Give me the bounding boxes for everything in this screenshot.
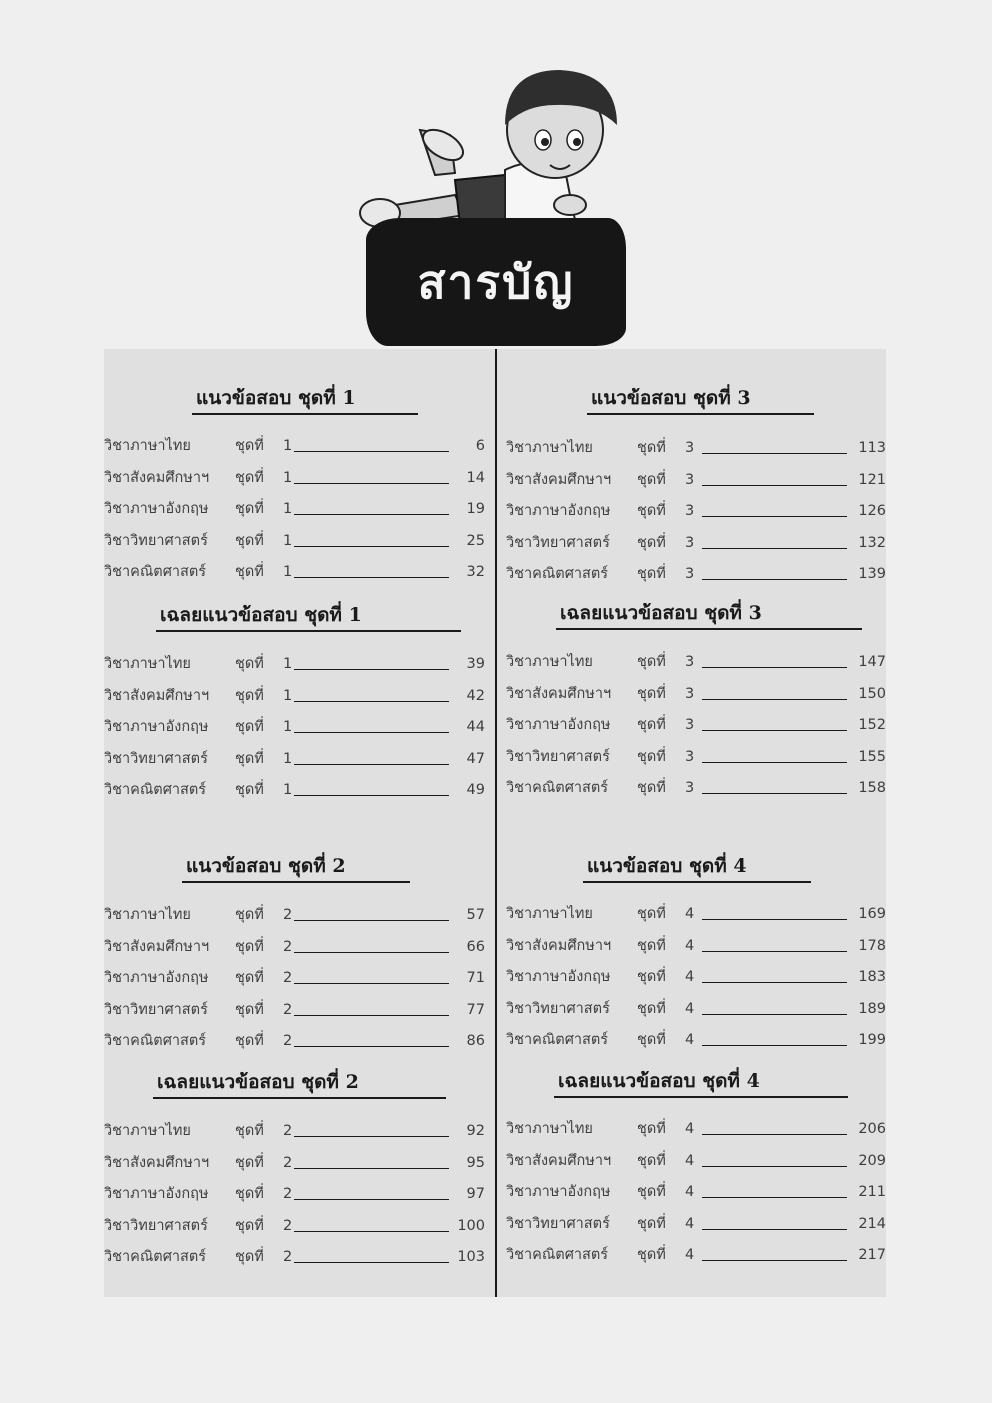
subject-label: วิชาคณิตศาสตร์ [104, 564, 207, 580]
boy-mascot-illustration [355, 55, 635, 235]
set-word-label: ชุดที่ [235, 1249, 264, 1265]
leader-line [702, 982, 847, 983]
set-word-label: ชุดที่ [235, 1186, 264, 1202]
toc-entry [104, 967, 485, 989]
subject-label: วิชาสังคมศึกษาฯ [104, 938, 210, 955]
set-word-label: ชุดที่ [637, 906, 666, 922]
page-number: 139 [858, 566, 886, 582]
leader-line [702, 453, 847, 454]
toc-entry [506, 903, 886, 925]
page-number: 6 [475, 438, 485, 454]
set-word-label: ชุดที่ [235, 1001, 264, 1018]
subject-label: วิชาภาษาไทย [104, 1123, 191, 1139]
set-word-label: ชุดที่ [235, 719, 264, 735]
set-word-label: ชุดที่ [637, 1215, 666, 1232]
leader-line [294, 1015, 449, 1016]
toc-entry [104, 1030, 485, 1052]
subject-label: วิชาภาษาอังกฤษ [104, 1186, 209, 1202]
leader-line [294, 1046, 449, 1047]
page-number: 178 [858, 937, 886, 954]
toc-title-board [366, 218, 626, 346]
toc-entry [506, 1029, 886, 1051]
page-number: 150 [858, 685, 886, 702]
toc-entry [506, 500, 886, 522]
toc-entry [104, 999, 485, 1021]
toc-entry [506, 1181, 886, 1203]
leader-line [294, 701, 449, 702]
toc-entry [104, 530, 485, 552]
page-number: 189 [858, 1000, 886, 1017]
page-number: 19 [466, 501, 485, 517]
leader-line [294, 920, 449, 921]
toc-entry [104, 748, 485, 770]
toc-entry [104, 716, 485, 738]
toc-entry [104, 467, 485, 489]
leader-line [702, 699, 847, 700]
page-number: 95 [466, 1154, 485, 1171]
column-divider [495, 349, 497, 1297]
toc-entry [506, 1118, 886, 1140]
toc-entry [104, 904, 485, 926]
page-number: 158 [858, 780, 886, 796]
leader-line [702, 667, 847, 668]
leader-line [702, 762, 847, 763]
subject-label: วิชาสังคมศึกษาฯ [506, 1152, 612, 1169]
set-number: 1 [283, 782, 293, 798]
toc-entry [506, 935, 886, 957]
leader-line [294, 1136, 449, 1137]
subject-label: วิชาสังคมศึกษาฯ [104, 469, 210, 486]
set-number: 2 [283, 938, 293, 955]
set-word-label: ชุดที่ [235, 782, 264, 798]
page-number: 199 [858, 1032, 886, 1048]
subject-label: วิชาภาษาไทย [104, 656, 191, 672]
set-number: 3 [685, 685, 695, 702]
set-number: 3 [685, 440, 695, 456]
leader-line [702, 1197, 847, 1198]
leader-line [294, 546, 449, 547]
page-number: 44 [466, 719, 485, 735]
set-word-label: ชุดที่ [235, 938, 264, 955]
page-number: 86 [466, 1033, 485, 1049]
toc-entry [104, 685, 485, 707]
page-number: 132 [858, 534, 886, 551]
page-number: 214 [858, 1215, 886, 1232]
set-number: 3 [685, 717, 695, 733]
toc-entry [506, 1213, 886, 1235]
page-number: 57 [466, 907, 485, 923]
set-number: 4 [685, 1032, 695, 1048]
leader-line [294, 1262, 449, 1263]
set-word-label: ชุดที่ [235, 907, 264, 923]
subject-label: วิชาสังคมศึกษาฯ [104, 1154, 210, 1171]
page-number: 206 [858, 1121, 886, 1137]
leader-line [702, 548, 847, 549]
section-heading: เฉลยแนวข้อสอบ ชุดที่ 2 [153, 1067, 446, 1099]
page-number: 71 [466, 970, 485, 986]
subject-label: วิชาสังคมศึกษาฯ [506, 471, 612, 488]
set-word-label: ชุดที่ [637, 1247, 666, 1263]
set-word-label: ชุดที่ [637, 566, 666, 582]
page-number: 14 [466, 469, 485, 486]
section-heading: แนวข้อสอบ ชุดที่ 2 [182, 851, 410, 883]
section-heading: แนวข้อสอบ ชุดที่ 1 [192, 383, 418, 415]
toc-entry [104, 653, 485, 675]
set-number: 1 [283, 719, 293, 735]
subject-label: วิชาวิทยาศาสตร์ [104, 532, 208, 549]
leader-line [294, 952, 449, 953]
section-heading: เฉลยแนวข้อสอบ ชุดที่ 3 [556, 598, 862, 630]
page-number: 49 [466, 782, 485, 798]
subject-label: วิชาคณิตศาสตร์ [506, 566, 609, 582]
set-number: 2 [283, 1123, 293, 1139]
set-number: 1 [283, 501, 293, 517]
leader-line [702, 951, 847, 952]
toc-entry [506, 683, 886, 705]
leader-line [294, 1231, 449, 1232]
set-number: 4 [685, 1215, 695, 1232]
set-number: 2 [283, 970, 293, 986]
set-number: 2 [283, 1154, 293, 1171]
subject-label: วิชาวิทยาศาสตร์ [104, 1001, 208, 1018]
set-number: 4 [685, 906, 695, 922]
toc-entry [506, 714, 886, 736]
leader-line [702, 1045, 847, 1046]
leader-line [702, 1014, 847, 1015]
subject-label: วิชาคณิตศาสตร์ [104, 1249, 207, 1265]
set-number: 2 [283, 1033, 293, 1049]
toc-entry [506, 437, 886, 459]
set-word-label: ชุดที่ [235, 1217, 264, 1234]
set-word-label: ชุดที่ [637, 534, 666, 551]
subject-label: วิชาสังคมศึกษาฯ [506, 937, 612, 954]
subject-label: วิชาวิทยาศาสตร์ [104, 750, 208, 767]
leader-line [702, 1166, 847, 1167]
set-word-label: ชุดที่ [637, 969, 666, 985]
subject-label: วิชาภาษาอังกฤษ [104, 501, 209, 517]
toc-entry [506, 469, 886, 491]
leader-line [294, 1168, 449, 1169]
page-number: 47 [466, 750, 485, 767]
set-word-label: ชุดที่ [637, 937, 666, 954]
subject-label: วิชาสังคมศึกษาฯ [506, 685, 612, 702]
subject-label: วิชาภาษาอังกฤษ [506, 503, 611, 519]
subject-label: วิชาภาษาอังกฤษ [506, 1184, 611, 1200]
set-number: 1 [283, 687, 293, 704]
subject-label: วิชาภาษาไทย [506, 1121, 593, 1137]
subject-label: วิชาคณิตศาสตร์ [506, 780, 609, 796]
set-word-label: ชุดที่ [235, 469, 264, 486]
toc-entry [506, 1244, 886, 1266]
set-word-label: ชุดที่ [637, 1184, 666, 1200]
set-number: 1 [283, 438, 293, 454]
leader-line [702, 1229, 847, 1230]
page-number: 42 [466, 687, 485, 704]
set-number: 3 [685, 566, 695, 582]
subject-label: วิชาภาษาไทย [104, 438, 191, 454]
page-number: 217 [858, 1247, 886, 1263]
toc-entry [506, 1150, 886, 1172]
set-number: 3 [685, 780, 695, 796]
leader-line [702, 1260, 847, 1261]
set-word-label: ชุดที่ [637, 654, 666, 670]
subject-label: วิชาวิทยาศาสตร์ [506, 1215, 610, 1232]
leader-line [294, 732, 449, 733]
section-heading: แนวข้อสอบ ชุดที่ 4 [583, 851, 811, 883]
subject-label: วิชาวิทยาศาสตร์ [104, 1217, 208, 1234]
page-number: 39 [466, 656, 485, 672]
leader-line [702, 579, 847, 580]
toc-entry [104, 1152, 485, 1174]
page-number: 209 [858, 1152, 886, 1169]
subject-label: วิชาวิทยาศาสตร์ [506, 748, 610, 765]
set-number: 4 [685, 937, 695, 954]
subject-label: วิชาภาษาอังกฤษ [104, 970, 209, 986]
page-number: 155 [858, 748, 886, 765]
set-word-label: ชุดที่ [235, 687, 264, 704]
set-word-label: ชุดที่ [235, 656, 264, 672]
set-number: 1 [283, 532, 293, 549]
leader-line [294, 764, 449, 765]
subject-label: วิชาวิทยาศาสตร์ [506, 1000, 610, 1017]
set-word-label: ชุดที่ [637, 471, 666, 488]
subject-label: วิชาภาษาไทย [506, 440, 593, 456]
toc-entry [104, 1183, 485, 1205]
set-word-label: ชุดที่ [637, 1000, 666, 1017]
set-word-label: ชุดที่ [637, 1152, 666, 1169]
section-heading: เฉลยแนวข้อสอบ ชุดที่ 1 [156, 600, 461, 632]
set-word-label: ชุดที่ [637, 1121, 666, 1137]
set-number: 2 [283, 1217, 293, 1234]
set-number: 4 [685, 1247, 695, 1263]
set-number: 3 [685, 471, 695, 488]
subject-label: วิชาคณิตศาสตร์ [506, 1247, 609, 1263]
page-number: 32 [466, 564, 485, 580]
page-number: 152 [858, 717, 886, 733]
leader-line [702, 730, 847, 731]
leader-line [294, 483, 449, 484]
page-number: 77 [466, 1001, 485, 1018]
set-number: 1 [283, 469, 293, 486]
set-number: 1 [283, 564, 293, 580]
set-word-label: ชุดที่ [235, 1033, 264, 1049]
set-word-label: ชุดที่ [637, 440, 666, 456]
toc-entry [506, 777, 886, 799]
toc-entry [104, 435, 485, 457]
set-number: 4 [685, 1000, 695, 1017]
set-number: 3 [685, 534, 695, 551]
toc-entry [104, 561, 485, 583]
leader-line [702, 1134, 847, 1135]
set-word-label: ชุดที่ [235, 564, 264, 580]
subject-label: วิชาภาษาอังกฤษ [506, 969, 611, 985]
set-word-label: ชุดที่ [235, 501, 264, 517]
leader-line [294, 1199, 449, 1200]
subject-label: วิชาภาษาอังกฤษ [506, 717, 611, 733]
page-number: 211 [858, 1184, 886, 1200]
set-number: 2 [283, 1001, 293, 1018]
page-number: 100 [457, 1217, 485, 1234]
subject-label: วิชาคณิตศาสตร์ [104, 1033, 207, 1049]
page-number: 183 [858, 969, 886, 985]
set-number: 4 [685, 1121, 695, 1137]
toc-entry [506, 651, 886, 673]
page-number: 92 [466, 1123, 485, 1139]
leader-line [294, 514, 449, 515]
set-number: 2 [283, 1249, 293, 1265]
set-number: 4 [685, 1152, 695, 1169]
leader-line [294, 795, 449, 796]
set-number: 3 [685, 748, 695, 765]
set-number: 3 [685, 654, 695, 670]
toc-entry [104, 1120, 485, 1142]
leader-line [702, 919, 847, 920]
toc-entry [506, 563, 886, 585]
page-title: สารบัญ [417, 254, 575, 309]
page-number: 121 [858, 471, 886, 488]
set-word-label: ชุดที่ [235, 1154, 264, 1171]
page-number: 103 [457, 1249, 485, 1265]
set-number: 1 [283, 750, 293, 767]
set-word-label: ชุดที่ [637, 780, 666, 796]
set-number: 1 [283, 656, 293, 672]
page-number: 147 [858, 654, 886, 670]
page-number: 66 [466, 938, 485, 955]
leader-line [702, 516, 847, 517]
toc-entry [104, 1215, 485, 1237]
set-word-label: ชุดที่ [637, 748, 666, 765]
page-number: 97 [466, 1186, 485, 1202]
set-word-label: ชุดที่ [235, 970, 264, 986]
subject-label: วิชาภาษาไทย [506, 654, 593, 670]
page-number: 113 [858, 440, 886, 456]
leader-line [294, 577, 449, 578]
subject-label: วิชาภาษาไทย [104, 907, 191, 923]
leader-line [294, 451, 449, 452]
set-word-label: ชุดที่ [235, 1123, 264, 1139]
set-number: 4 [685, 969, 695, 985]
set-word-label: ชุดที่ [235, 438, 264, 454]
set-word-label: ชุดที่ [235, 532, 264, 549]
set-number: 3 [685, 503, 695, 519]
toc-entry [104, 1246, 485, 1268]
subject-label: วิชาคณิตศาสตร์ [506, 1032, 609, 1048]
page-number: 126 [858, 503, 886, 519]
toc-entry [104, 779, 485, 801]
leader-line [294, 669, 449, 670]
subject-label: วิชาภาษาไทย [506, 906, 593, 922]
leader-line [702, 485, 847, 486]
set-word-label: ชุดที่ [637, 717, 666, 733]
subject-label: วิชาสังคมศึกษาฯ [104, 687, 210, 704]
section-heading: เฉลยแนวข้อสอบ ชุดที่ 4 [554, 1066, 848, 1098]
page-number: 25 [466, 532, 485, 549]
page-number: 169 [858, 906, 886, 922]
leader-line [294, 983, 449, 984]
toc-entry [506, 532, 886, 554]
toc-entry [506, 998, 886, 1020]
set-word-label: ชุดที่ [637, 503, 666, 519]
toc-entry [104, 498, 485, 520]
toc-entry [506, 966, 886, 988]
set-number: 2 [283, 907, 293, 923]
set-number: 4 [685, 1184, 695, 1200]
subject-label: วิชาภาษาอังกฤษ [104, 719, 209, 735]
subject-label: วิชาคณิตศาสตร์ [104, 782, 207, 798]
set-word-label: ชุดที่ [235, 750, 264, 767]
toc-entry [104, 936, 485, 958]
set-word-label: ชุดที่ [637, 685, 666, 702]
set-word-label: ชุดที่ [637, 1032, 666, 1048]
leader-line [702, 793, 847, 794]
toc-entry [506, 746, 886, 768]
set-number: 2 [283, 1186, 293, 1202]
subject-label: วิชาวิทยาศาสตร์ [506, 534, 610, 551]
section-heading: แนวข้อสอบ ชุดที่ 3 [587, 383, 814, 415]
